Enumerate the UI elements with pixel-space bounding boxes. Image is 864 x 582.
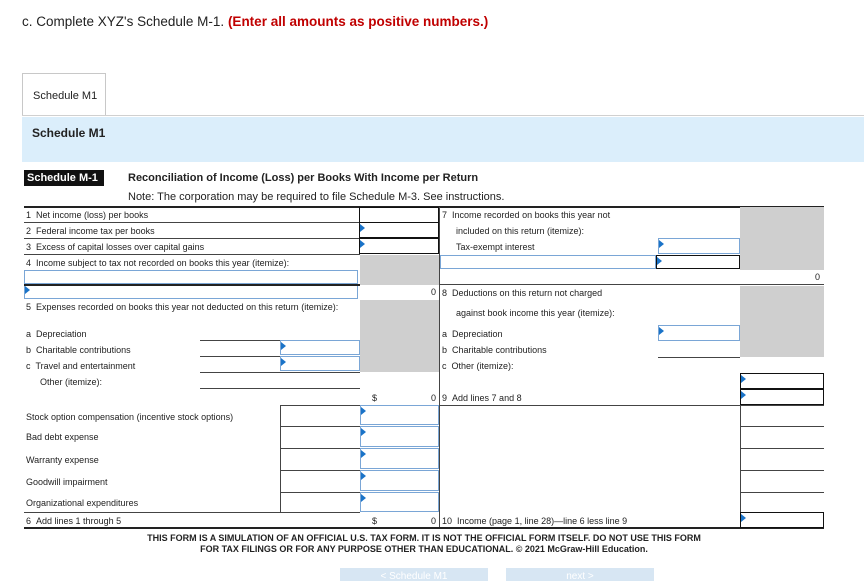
row-line [200, 372, 360, 373]
row-line [440, 405, 824, 406]
section-title: Schedule M1 [32, 126, 106, 140]
line5-label: 5 Expenses recorded on books this year not deducted on this return (itemize): [26, 302, 339, 312]
row-line [740, 492, 824, 493]
form-note: Note: The corporation may be required to file Schedule M-3. See instructions. [128, 191, 505, 203]
row-line [280, 492, 360, 493]
footer-disclaimer-2: FOR TAX FILINGS OR FOR ANY PURPOSE OTHER THAN EDUCATIONAL. © 2021 McGraw-Hill Education. [200, 544, 648, 554]
line5b-amount-input[interactable] [280, 356, 360, 371]
item-organizational: Organizational expenditures [26, 498, 139, 508]
dropdown-marker-icon [741, 375, 746, 383]
dropdown-marker-icon [361, 428, 366, 436]
line8-total-input[interactable] [740, 373, 824, 389]
footer-disclaimer-1: THIS FORM IS A SIMULATION OF AN OFFICIAL U.S. TAX FORM. IT IS NOT THE OFFICIAL FORM ITSELF. DO NOT USE THIS FORM [147, 533, 701, 543]
dropdown-marker-icon [360, 224, 365, 232]
row-line [280, 470, 360, 471]
dropdown-marker-icon [657, 257, 662, 265]
line7-itemize-input[interactable] [440, 255, 656, 269]
row-line [280, 426, 360, 427]
line1-amount-input[interactable] [359, 207, 439, 223]
stock-option-amount-input[interactable] [360, 405, 439, 425]
next-button[interactable]: next > [506, 568, 654, 581]
shaded-cell [360, 255, 439, 285]
dropdown-marker-icon [360, 240, 365, 248]
row-line [200, 356, 280, 357]
line6-total: 0 [431, 516, 437, 526]
line8c-label: c Other (itemize): [442, 361, 514, 371]
tab-schedule-m1[interactable] [22, 73, 106, 115]
item-stock-option: Stock option compensation (incentive stock options) [26, 412, 234, 422]
row-line [24, 238, 360, 239]
dropdown-marker-icon [659, 240, 664, 248]
column-line [740, 405, 741, 512]
line7-tax-exempt-label: Tax-exempt interest [456, 242, 535, 252]
row-line [24, 512, 360, 513]
line4-label: 4 Income subject to tax not recorded on books this year (itemize): [26, 258, 290, 268]
dropdown-marker-icon [361, 450, 366, 458]
line2-label: 2 Federal income tax per books [26, 226, 155, 236]
line7-label: 7 Income recorded on books this year not [442, 210, 611, 220]
row-line [740, 470, 824, 471]
row-line [658, 357, 740, 358]
shaded-cell [740, 286, 824, 357]
other-itemize-label: Other (itemize): [40, 377, 103, 387]
tab-divider [22, 115, 864, 116]
line4-itemize-input-1[interactable] [24, 270, 358, 284]
column-line [280, 405, 281, 512]
shaded-cell [360, 300, 439, 372]
row-line [740, 426, 824, 427]
dropdown-marker-icon [361, 472, 366, 480]
line7-label-cont: included on this return (itemize): [456, 226, 585, 236]
section-header [22, 117, 864, 162]
line2-amount-input[interactable] [359, 222, 439, 238]
item-bad-debt: Bad debt expense [26, 432, 99, 442]
line5b-label: b Charitable contributions [26, 345, 131, 355]
row-line [280, 448, 360, 449]
line10-amount-input[interactable] [740, 512, 824, 528]
dropdown-marker-icon [361, 494, 366, 502]
bad-debt-amount-input[interactable] [360, 426, 439, 447]
bottom-rule [24, 527, 824, 529]
row-line [740, 448, 824, 449]
form-badge: Schedule M-1 [24, 170, 104, 186]
dropdown-marker-icon [741, 514, 746, 522]
line3-amount-input[interactable] [359, 238, 439, 254]
line5a-amount-input[interactable] [280, 340, 360, 355]
line6-dollar: $ [372, 516, 378, 526]
line1-label: 1 Net income (loss) per books [26, 210, 149, 220]
line10-label: 10 Income (page 1, line 28)—line 6 less line 9 [442, 516, 628, 526]
row-line [24, 284, 360, 286]
dropdown-marker-icon [281, 358, 286, 366]
line7-total: 0 [815, 272, 821, 282]
question-text [22, 14, 488, 29]
line9-label: 9 Add lines 7 and 8 [442, 393, 522, 403]
item-goodwill: Goodwill impairment [26, 477, 108, 487]
line8a-depreciation-input[interactable] [658, 325, 740, 341]
row-line [280, 405, 360, 406]
line5c-label: c Travel and entertainment [26, 361, 136, 371]
prev-button[interactable]: < Schedule M1 [340, 568, 488, 581]
item-warranty: Warranty expense [26, 455, 99, 465]
dropdown-marker-icon [361, 407, 366, 415]
line4-itemize-input-2[interactable] [24, 285, 358, 299]
line8b-label: b Charitable contributions [442, 345, 547, 355]
form-title: Reconciliation of Income (Loss) per Books With Income per Return [128, 172, 479, 184]
line5-total: 0 [431, 393, 437, 403]
line8a-label: a Depreciation [442, 329, 503, 339]
line5-dollar: $ [372, 393, 378, 403]
question-prefix: c. Complete XYZ's Schedule M-1. [22, 14, 225, 29]
warranty-amount-input[interactable] [360, 448, 439, 469]
row-line [24, 254, 360, 255]
line4-total: 0 [431, 287, 437, 297]
dropdown-marker-icon [25, 286, 30, 294]
line6-label: 6 Add lines 1 through 5 [26, 516, 122, 526]
goodwill-amount-input[interactable] [360, 470, 439, 491]
organizational-amount-input[interactable] [360, 492, 439, 512]
row-line [440, 284, 824, 285]
tax-exempt-interest-input[interactable] [658, 238, 740, 254]
tab-label: Schedule M1 [33, 90, 98, 102]
row-line [24, 222, 360, 223]
line5a-label: a Depreciation [26, 329, 87, 339]
shaded-cell [740, 207, 824, 270]
question-instruction: (Enter all amounts as positive numbers.) [227, 14, 489, 29]
row-line [200, 340, 280, 341]
row-line [200, 388, 360, 389]
dropdown-marker-icon [281, 342, 286, 350]
line7-itemize-amount-input[interactable] [656, 255, 740, 269]
dropdown-marker-icon [659, 327, 664, 335]
line9-amount-input[interactable] [740, 389, 824, 405]
line8-label-cont: against book income this year (itemize): [456, 308, 615, 318]
line8-label: 8 Deductions on this return not charged [442, 288, 603, 298]
dropdown-marker-icon [741, 391, 746, 399]
line3-label: 3 Excess of capital losses over capital gains [26, 242, 205, 252]
